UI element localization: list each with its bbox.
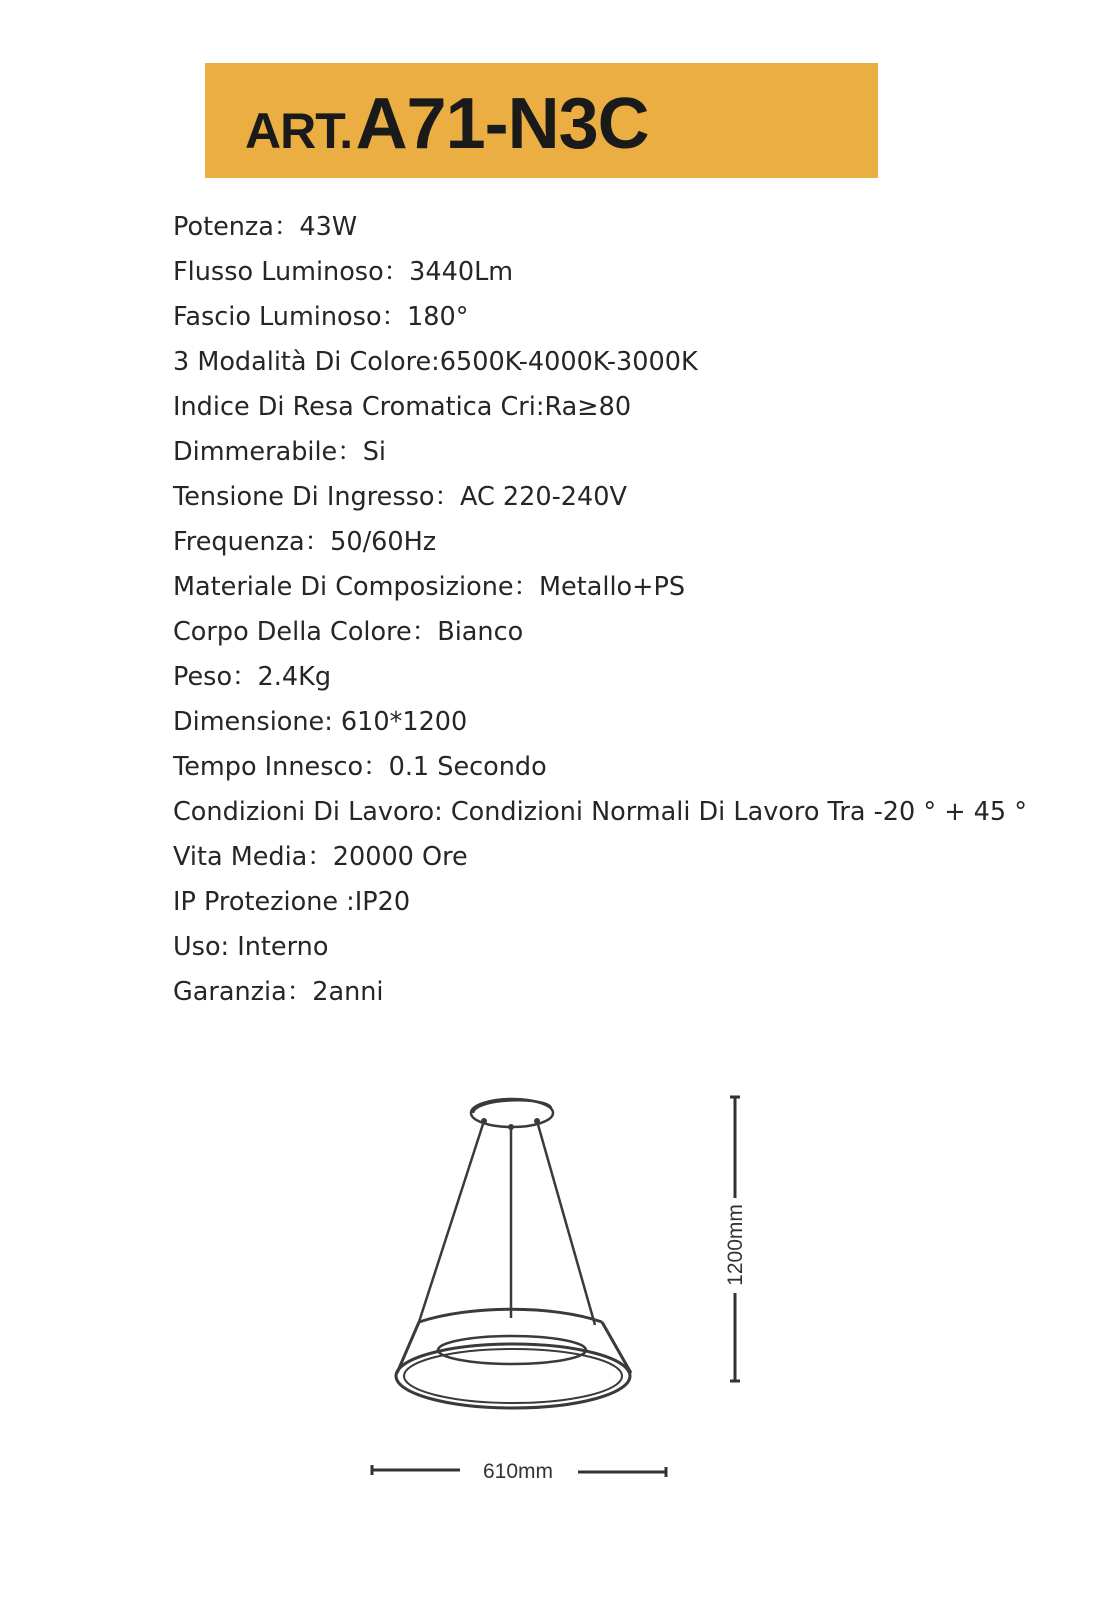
spec-body-color: Corpo Della Colore：Bianco [173,617,524,647]
height-dimension [724,1097,747,1381]
spec-material: Materiale Di Composizione：Metallo+PS [173,572,686,602]
title-banner [205,63,878,178]
pendant-lamp-drawing [0,1080,1095,1520]
art-label: ART. [245,103,353,159]
spec-beam-angle: Fascio Luminoso：180° [173,302,469,332]
height-dimension-label: 1200mm [724,1204,747,1286]
spec-start-time: Tempo Innesco：0.1 Secondo [173,752,547,782]
model-code: A71-N3C [355,84,649,164]
spec-frequency: Frequenza：50/60Hz [173,527,437,557]
spec-working-conditions: Condizioni Di Lavoro: Condizioni Normali Di Lavoro Tra -20 ° + 45 ° [173,797,1027,827]
spec-weight: Peso：2.4Kg [173,662,332,692]
spec-cri: Indice Di Resa Cromatica Cri:Ra≥80 [173,392,632,422]
spec-warranty: Garanzia：2anni [173,977,384,1007]
product-title [245,83,649,165]
spec-list [173,205,1027,1015]
spec-lifespan: Vita Media：20000 Ore [173,842,468,872]
width-dimension-label: 610mm [482,1460,554,1483]
spec-color-modes: 3 Modalità Di Colore:6500K-4000K-3000K [173,347,698,377]
spec-luminous-flux: Flusso Luminoso：3440Lm [173,257,514,287]
spec-input-voltage: Tensione Di Ingresso：AC 220-240V [173,482,627,512]
spec-dimension: Dimensione: 610*1200 [173,707,468,737]
suspension-cables [418,1121,595,1325]
spec-ip-rating: IP Protezione :IP20 [173,887,411,917]
spec-usage: Uso: Interno [173,932,329,962]
spec-power: Potenza：43W [173,212,358,242]
width-dimension [372,1460,666,1483]
spec-dimmable: Dimmerabile：Si [173,437,387,467]
